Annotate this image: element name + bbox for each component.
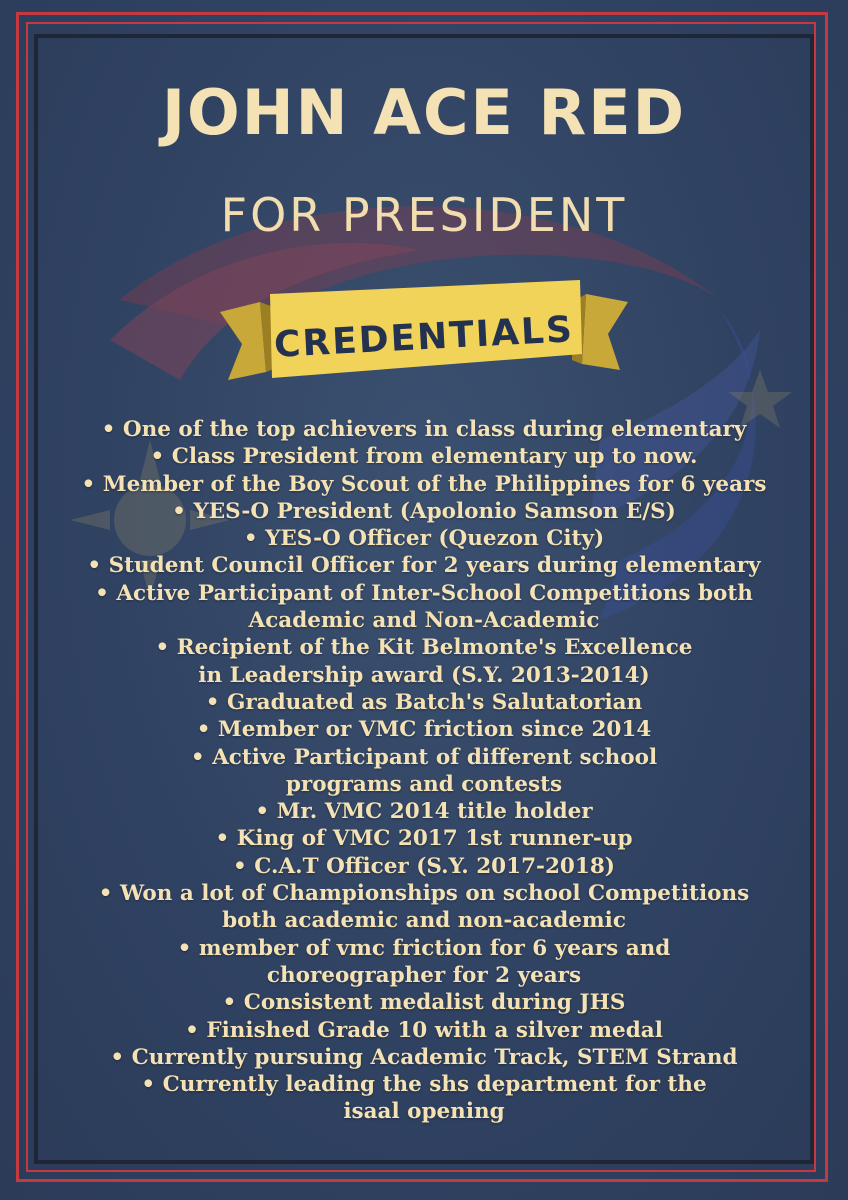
credentials-heading: CREDENTIALS — [273, 309, 575, 366]
credential-line: programs and contests — [285, 771, 563, 797]
poster-title: JOHN ACE RED — [161, 76, 687, 149]
credential-line: • Active Participant of Inter-School Competitions both — [95, 580, 753, 606]
credentials-list — [40, 416, 808, 1126]
credential-line: • Recipient of the Kit Belmonte's Excellence — [155, 635, 693, 661]
credential-line: • member of vmc friction for 6 years and — [177, 935, 671, 961]
credential-line: • Mr. VMC 2014 title holder — [255, 799, 593, 825]
credential-line: • Finished Grade 10 with a silver medal — [185, 1017, 663, 1043]
credential-line: • Currently leading the shs department for the — [141, 1072, 707, 1098]
credential-line: • YES-O President (Apolonio Samson E/S) — [172, 498, 676, 524]
credential-line: • Active Participant of different school — [190, 744, 658, 770]
credential-line: in Leadership award (S.Y. 2013-2014) — [198, 662, 650, 688]
credential-line: • Won a lot of Championships on school Competitions — [98, 881, 750, 907]
credential-line: • Consistent medalist during JHS — [222, 990, 626, 1016]
credential-line: • Student Council Officer for 2 years during elementary — [87, 553, 761, 579]
credential-line: isaal opening — [343, 1099, 505, 1125]
credential-line: • One of the top achievers in class during elementary — [101, 417, 747, 442]
credential-line: • Graduated as Batch's Salutatorian — [205, 689, 643, 715]
credential-line: • King of VMC 2017 1st runner-up — [215, 826, 633, 852]
credential-line: • Member of the Boy Scout of the Philippines for 6 years — [81, 471, 767, 497]
credential-line: both academic and non-academic — [222, 908, 626, 934]
credential-line: choreographer for 2 years — [266, 962, 582, 988]
poster-subtitle: FOR PRESIDENT — [220, 188, 628, 242]
credential-line: • YES-O Officer (Quezon City) — [243, 526, 605, 552]
credential-line: • Class President from elementary up to now. — [150, 444, 698, 470]
credential-line: • Member or VMC friction since 2014 — [196, 717, 652, 743]
credential-line: • Currently pursuing Academic Track, STEM Strand — [110, 1044, 738, 1070]
credential-line: • C.A.T Officer (S.Y. 2017-2018) — [233, 853, 615, 879]
credential-line: Academic and Non-Academic — [248, 608, 600, 634]
